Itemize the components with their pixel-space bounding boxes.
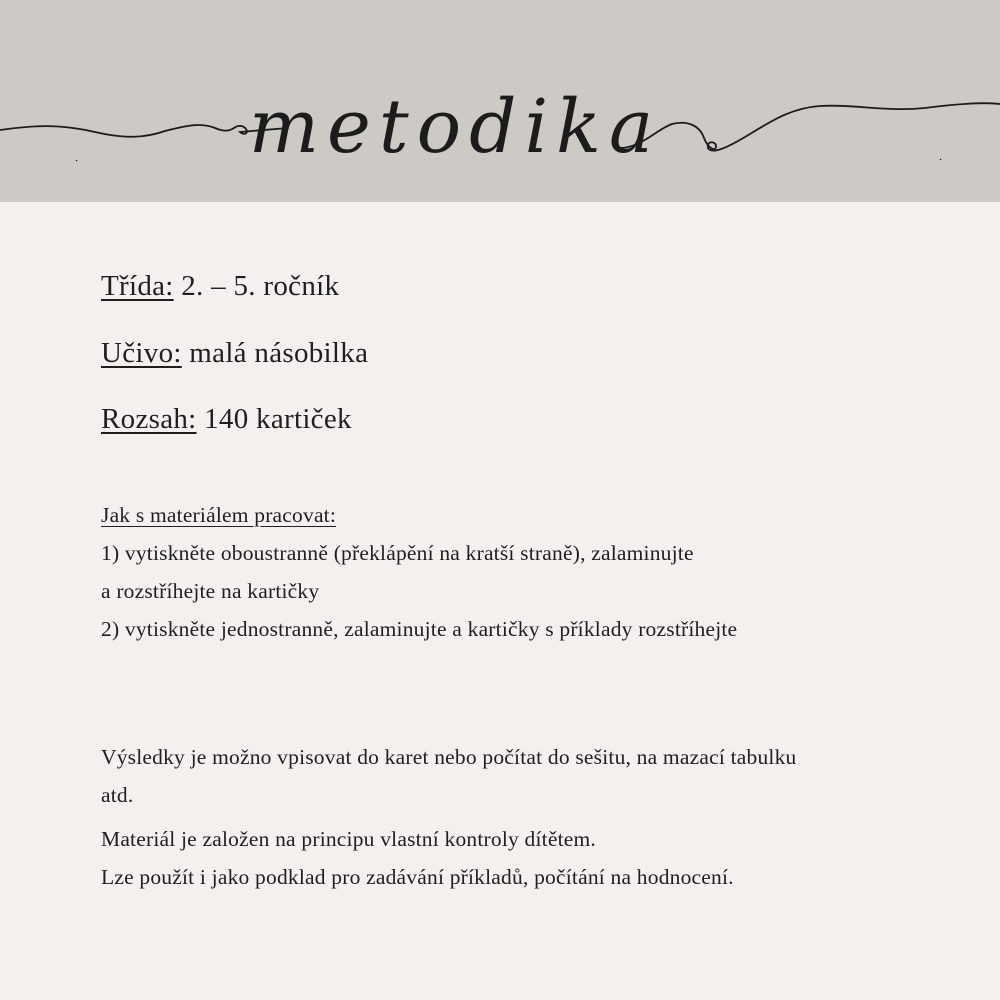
page-title: metodika [248,84,662,170]
results-note [101,738,911,814]
flourish-left-line [0,125,288,137]
self-control-note: Materiál je založen na principu vlastní kontroly dítětem. [101,827,596,851]
class-row [101,270,339,303]
instruction-step-2: 2) vytiskněte jednostranně, zalaminujte a kartičky s příklady rozstříhejte [101,617,738,641]
results-note-line-1: Výsledky je možno vpisovat do karet nebo počítat do sešitu, na mazací tabulku [101,745,797,769]
usage-tip: Lze použít i jako podklad pro zadávání příkladů, počítání na hodnocení. [101,865,734,889]
instruction-step-1-line-1: 1) vytiskněte oboustranně (překlápění na kratší straně), zalaminujte [101,541,694,565]
scope-row [101,403,352,436]
flourish-right-line [615,103,1000,150]
instruction-step-1-line-2: a rozstříhejte na kartičky [101,579,320,603]
subject-row [101,337,368,370]
subject-value: malá násobilka [189,337,369,369]
class-value: 2. – 5. ročník [181,270,340,302]
class-label: Třída: [101,270,174,302]
header-banner [0,0,1000,202]
instructions-heading: Jak s materiálem pracovat: [101,503,337,527]
subject-label: Učivo: [101,337,182,369]
results-note-line-2: atd. [101,783,134,807]
scope-label: Rozsah: [101,403,197,435]
title-flourish [0,0,1000,202]
flourish-left-dot [76,160,77,161]
flourish-right-dot [940,159,941,160]
usage-note [101,820,877,896]
instructions-block [101,496,877,648]
scope-value: 140 kartiček [204,403,352,435]
